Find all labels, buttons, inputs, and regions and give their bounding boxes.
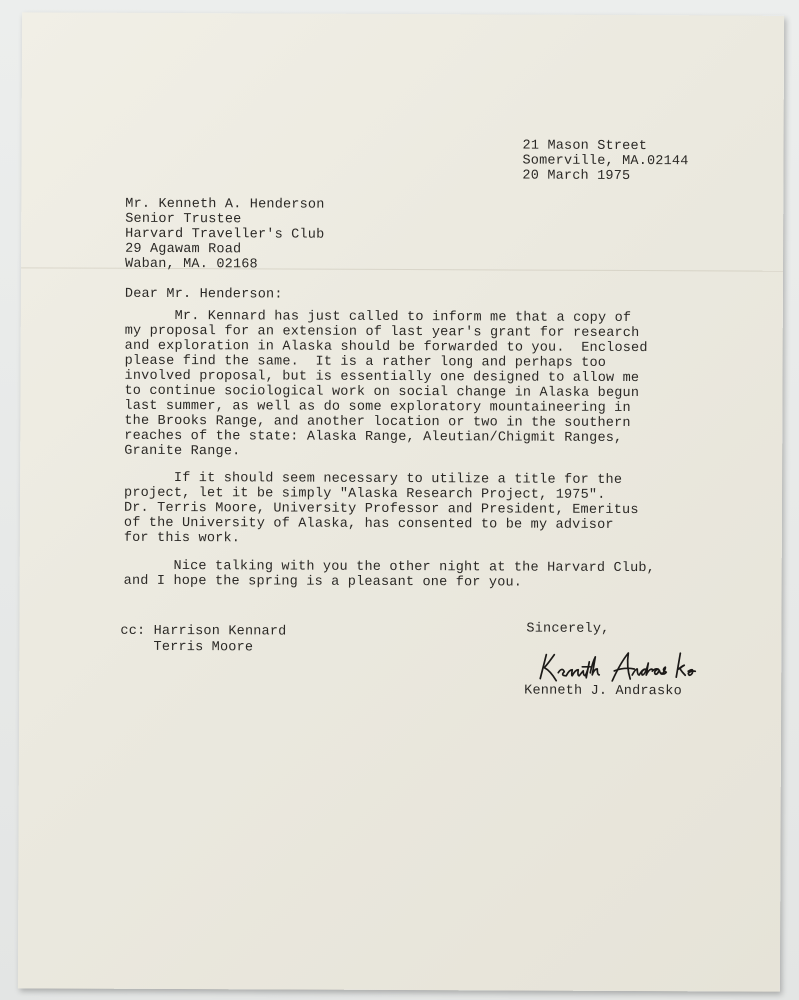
body-line: for this work.	[123, 530, 241, 547]
recipient-city: Waban, MA. 02168	[125, 256, 258, 273]
letter-date: 20 March 1975	[522, 168, 631, 184]
body-line: involved proposal, but is essentially one designed to allow me	[124, 368, 640, 387]
typed-signature-name: Kenneth J. Andrasko	[524, 683, 682, 700]
body-line: Granite Range.	[124, 443, 241, 460]
body-line: Nice talking with you the other night at the Harvard Club,	[123, 558, 656, 577]
salutation: Dear Mr. Henderson:	[124, 286, 283, 303]
body-line: reaches of the state: Alaska Range, Aleutian/Chigmit Ranges,	[124, 428, 623, 446]
sender-city: Somerville, MA.02144	[522, 153, 689, 170]
body-line: and I hope the spring is a pleasant one for you.	[123, 573, 523, 591]
cc-line: cc: Harrison Kennard	[120, 623, 287, 640]
body-line: the Brooks Range, and another location or two in the southern	[124, 413, 631, 432]
recipient-name: Mr. Kenneth A. Henderson	[125, 196, 325, 213]
body-line: and exploration in Alaska should be forwarded to you. Enclosed	[124, 338, 648, 357]
letter-page	[18, 12, 784, 991]
body-line: last summer, as well as do some exploratory mountaineering in	[124, 398, 631, 417]
closing: Sincerely,	[526, 621, 610, 637]
body-line: please find the same. It is a rather long and perhaps too	[124, 353, 607, 371]
body-line: Mr. Kennard has just called to inform me that a copy of	[124, 308, 632, 327]
body-line: my proposal for an extension of last year's grant for research	[124, 323, 640, 342]
body-line: to continue sociological work on social change in Alaska begun	[124, 383, 640, 402]
recipient-title: Senior Trustee	[125, 211, 242, 228]
body-line: If it should seem necessary to utilize a title for the	[124, 470, 623, 488]
handwritten-signature	[532, 643, 712, 688]
cc-line: Terris Moore	[120, 639, 254, 656]
sender-street: 21 Mason Street	[522, 138, 648, 155]
body-line: of the University of Alaska, has consented to be my advisor	[123, 515, 614, 533]
body-line: Dr. Terris Moore, University Professor and President, Emeritus	[123, 500, 639, 519]
body-line: project, let it be simply "Alaska Research Project, 1975".	[124, 485, 606, 503]
recipient-organization: Harvard Traveller's Club	[125, 226, 325, 243]
recipient-street: 29 Agawam Road	[125, 241, 242, 258]
